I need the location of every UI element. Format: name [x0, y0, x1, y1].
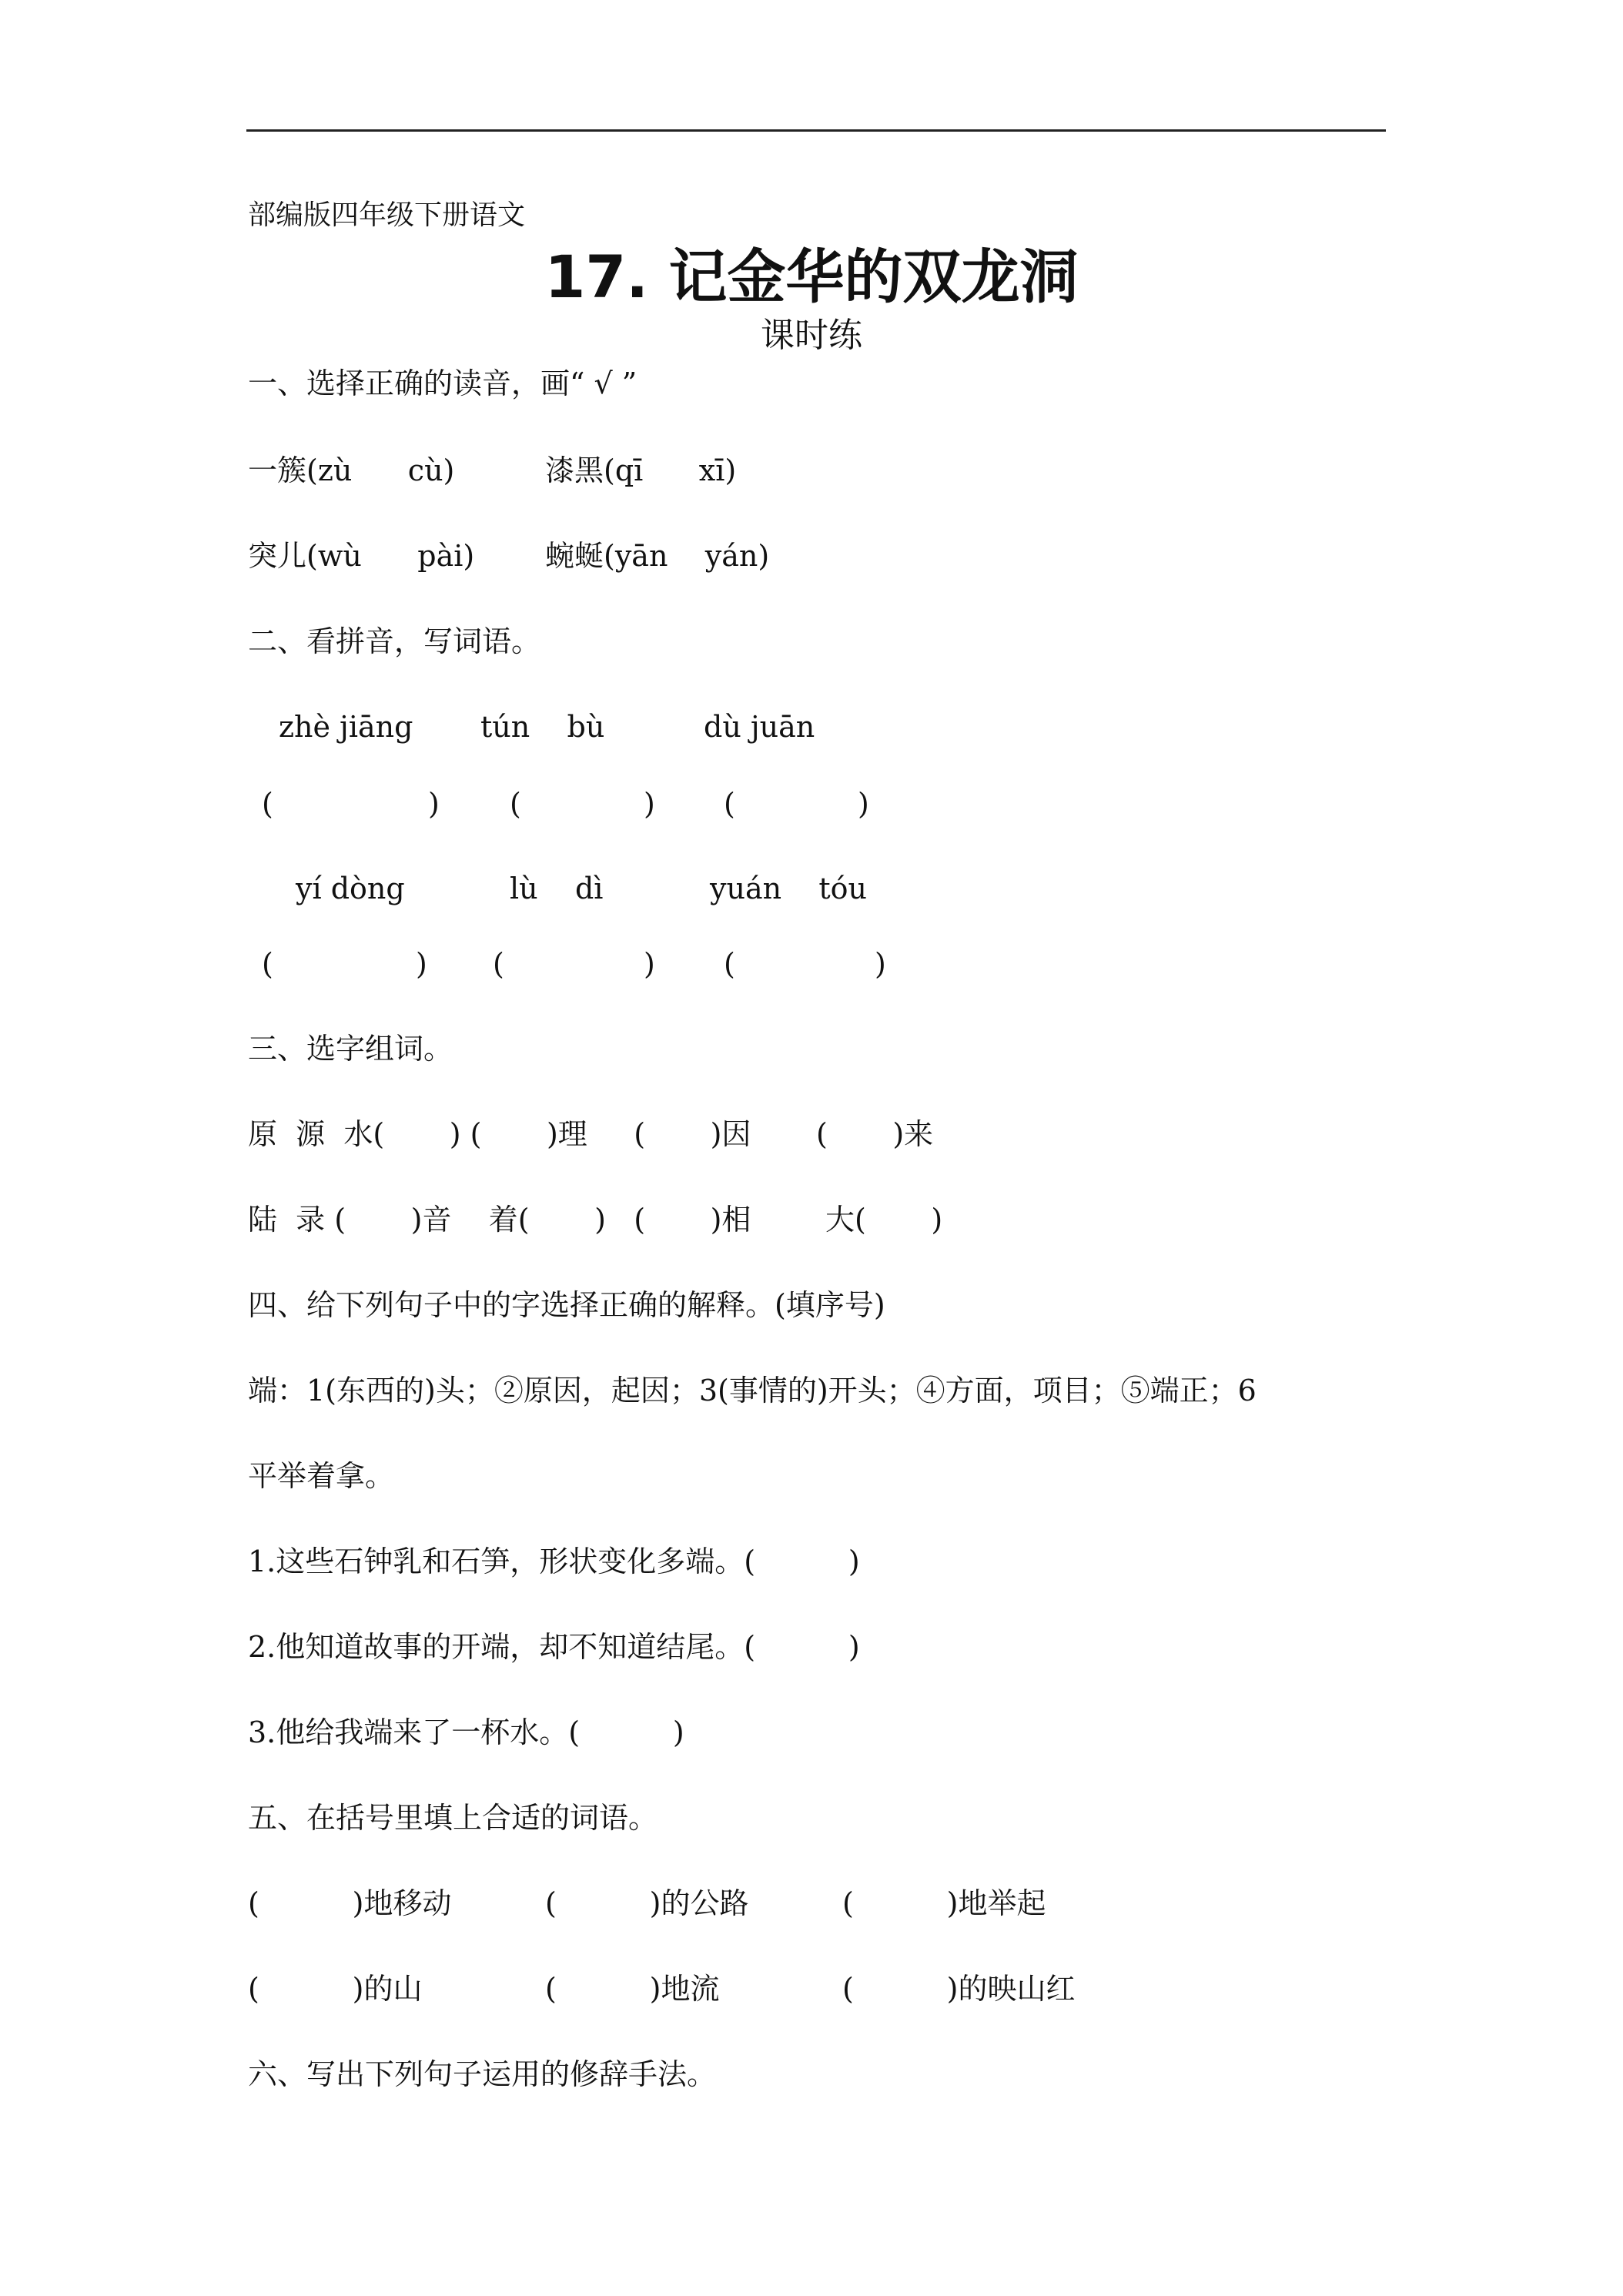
- answer-blank-close: ): [416, 947, 427, 981]
- pinyin-prompt: tún bù: [480, 710, 605, 744]
- answer-blank-close: ): [644, 787, 655, 821]
- answer-blank-open: (: [262, 947, 273, 981]
- header-rule: [246, 129, 1386, 132]
- section1-heading: 一、选择正确的读音，画“ √ ”: [248, 366, 637, 400]
- word-choice-row: 原 源 水( ) ( )理 ( )因 ( )来: [248, 1117, 934, 1151]
- answer-blank-close: ): [428, 787, 440, 821]
- definition-text: 端：1(东西的)头；②原因，起因；3(事情的)开头；④方面，项目；⑤端正；6: [248, 1374, 1257, 1407]
- answer-blank-close: ): [858, 787, 869, 821]
- question-item: 1.这些石钟乳和石笋，形状变化多端。( ): [248, 1545, 860, 1578]
- section1-item: 突儿(wù pài): [248, 539, 475, 573]
- question-item: 2.他知道故事的开端，却不知道结尾。( ): [248, 1630, 860, 1664]
- section5-heading: 五、在括号里填上合适的词语。: [248, 1801, 658, 1835]
- fill-item: ( )地流: [545, 1972, 720, 2006]
- answer-blank-open: (: [724, 947, 735, 981]
- section6-heading: 六、写出下列句子运用的修辞手法。: [248, 2057, 717, 2091]
- answer-blank-close: ): [644, 947, 655, 981]
- pinyin-prompt: lù dì: [510, 872, 604, 905]
- pinyin-prompt: dù juān: [704, 710, 815, 744]
- fill-item: ( )的公路: [545, 1886, 749, 1920]
- answer-blank-open: (: [262, 787, 273, 821]
- pinyin-prompt: yí dòng: [296, 872, 405, 905]
- fill-item: ( )的映山红: [842, 1972, 1076, 2006]
- pinyin-prompt: zhè jiāng: [279, 710, 413, 744]
- word-choice-row: 陆 录 ( )音 着( ) ( )相 大( ): [248, 1203, 943, 1237]
- fill-item: ( )地举起: [842, 1886, 1046, 1920]
- section2-heading: 二、看拼音，写词语。: [248, 624, 541, 658]
- question-item: 3.他给我端来了一杯水。( ): [248, 1715, 684, 1749]
- section1-item: 蜿蜒(yān yán): [545, 539, 770, 573]
- answer-blank-close: ): [875, 947, 886, 981]
- section4-heading: 四、给下列句子中的字选择正确的解释。(填序号): [248, 1288, 885, 1322]
- section3-heading: 三、选字组词。: [248, 1032, 453, 1066]
- definition-text: 平举着拿。: [248, 1459, 395, 1493]
- section1-item: 一簇(zù cù): [248, 454, 455, 487]
- pinyin-prompt: yuán tóu: [710, 872, 868, 905]
- source-label: 部编版四年级下册语文: [248, 199, 526, 231]
- fill-item: ( )的山: [248, 1972, 423, 2006]
- answer-blank-open: (: [510, 787, 521, 821]
- fill-item: ( )地移动: [248, 1886, 452, 1920]
- page-subtitle: 课时练: [761, 316, 862, 355]
- page-title: 17. 记金华的双龙洞: [544, 243, 1079, 311]
- answer-blank-open: (: [493, 947, 504, 981]
- section1-item: 漆黑(qī xī): [545, 454, 737, 487]
- answer-blank-open: (: [724, 787, 735, 821]
